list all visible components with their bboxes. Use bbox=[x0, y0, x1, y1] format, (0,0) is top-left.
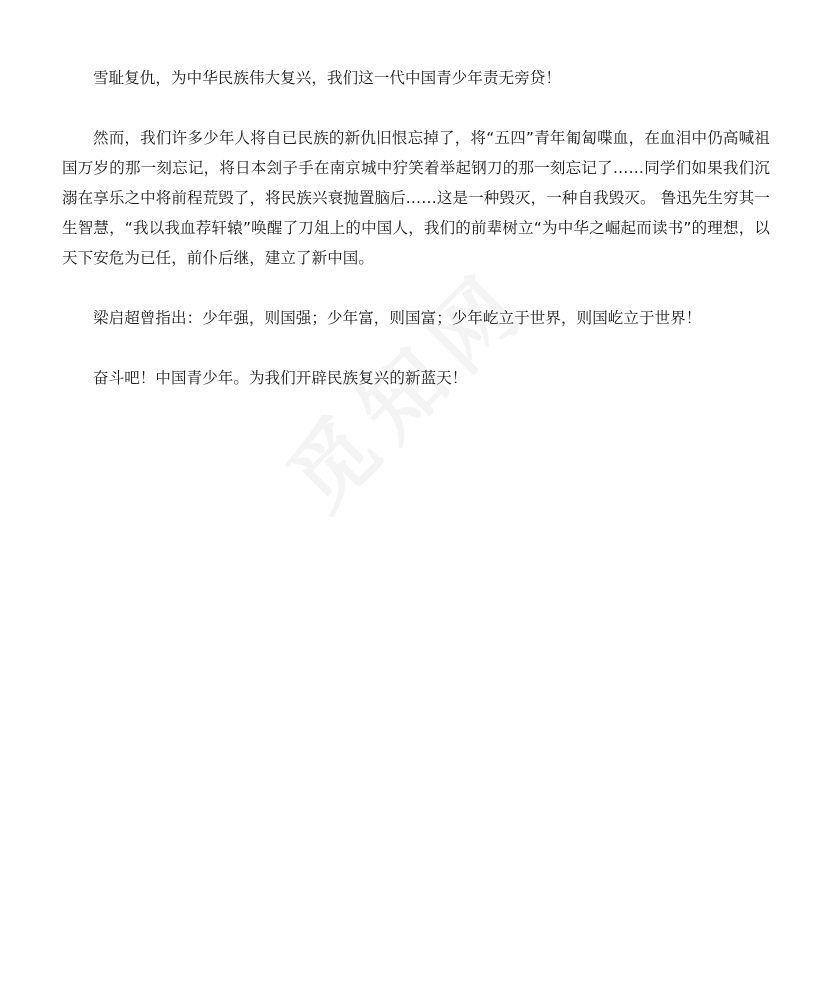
paragraph-4: 奋斗吧！中国青少年。为我们开辟民族复兴的新蓝天！ bbox=[93, 369, 468, 387]
paragraph-1: 雪耻复仇，为中华民族伟大复兴，我们这一代中国青少年责无旁贷！ bbox=[93, 69, 562, 87]
paragraph-3: 梁启超曾指出：少年强，则国强；少年富，则国富；少年屹立于世界，则国屹立于世界！ bbox=[93, 309, 702, 327]
document-body bbox=[62, 63, 770, 393]
paragraph-2: 然而，我们许多少年人将自已民族的新仇旧恨忘掉了，将“五四”青年匍匐喋血，在血泪中仍高喊祖国万岁的那一刻忘记，将日本刽子手在南京城中狞笑着举起钢刀的那一刻忘记了……同学们如果我们沉溺在享乐之中将前程荒毁了，将民族兴衰抛置脑后……这是一种毁灭，一种自我毁灭。 鲁迅先生穷其一生智慧，“我以我血荐轩辕”唤醒了刀俎上的中国人，我们的前辈树立“为中华之崛起而读书”的理想，以天下安危为已任，前仆后继，建立了新中国。 bbox=[62, 129, 770, 267]
